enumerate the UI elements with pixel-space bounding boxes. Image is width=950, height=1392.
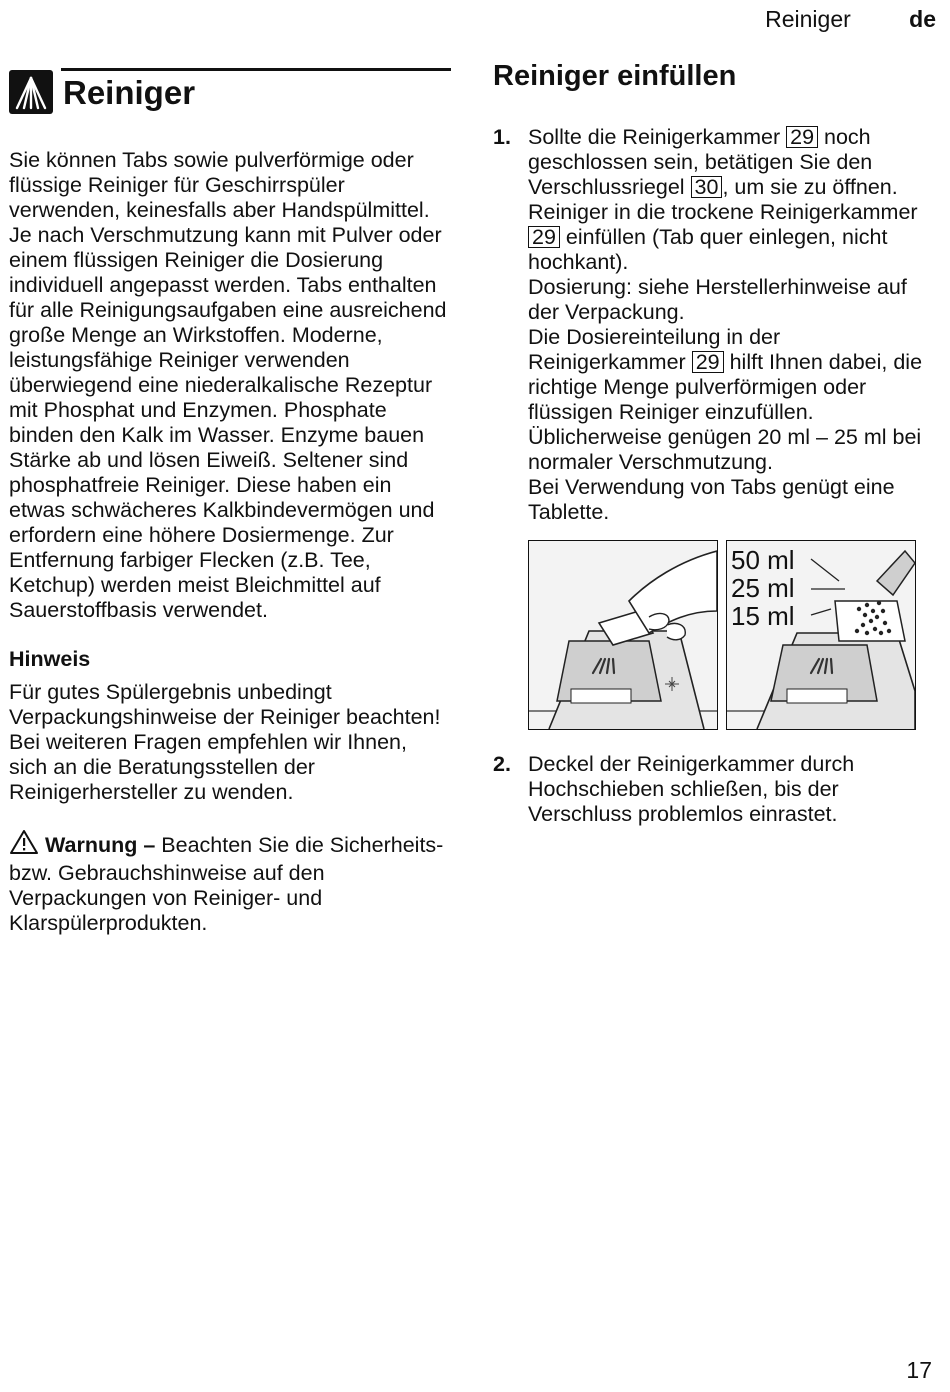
illustrations (528, 540, 933, 730)
ref-29: 29 (528, 226, 560, 248)
detergent-icon (9, 70, 53, 114)
warning-icon (9, 829, 39, 861)
warning-block (9, 829, 451, 936)
scale-label-25: 25 ml (731, 573, 795, 603)
step-1 (493, 125, 933, 525)
step-1-tab-note: Bei Verwendung von Tabs genügt eine Tablette. (528, 475, 895, 524)
note-text-2: Bei weiteren Fragen empfehlen wir Ihnen, sich an die Beratungsstellen der Reinigerhersteller zu wenden. (9, 730, 407, 804)
header-language: de (909, 6, 936, 32)
step-1-dosage-note: Dosierung: siehe Herstellerhinweise auf der Verpackung. (528, 275, 907, 324)
step-1-paragraph-1: Sollte die Reinigerkammer 29 noch geschlossen sein, betätigen Sie den Verschlussriegel 30 , um sie zu öffnen. (528, 125, 898, 199)
warning-label: Warnung – (45, 833, 156, 857)
illustration-tab-insert (528, 540, 718, 730)
ref-29: 29 (786, 126, 818, 148)
ref-30: 30 (691, 176, 723, 198)
scale-label-50: 50 ml (731, 545, 795, 575)
header-section: Reiniger (765, 6, 851, 32)
subsection-title: Reiniger einfüllen (493, 60, 737, 92)
page-number: 17 (906, 1357, 932, 1383)
step-1-amount-note: Üblicherweise genügen 20 ml – 25 ml bei normaler Verschmutzung. (528, 425, 922, 474)
right-column (493, 60, 933, 827)
heading-rule (61, 68, 451, 71)
step-2-text: Deckel der Reinigerkammer durch Hochschieben schließen, bis der Verschluss problemlos einrastet. (528, 752, 855, 826)
step-1-number: 1. (493, 125, 511, 149)
ref-29: 29 (692, 351, 724, 373)
step-1-paragraph-2: Reiniger in die trockene Reinigerkammer 29 einfüllen (Tab quer einlegen, nicht hochkant). (528, 200, 918, 274)
section-heading (9, 66, 451, 118)
step-2-number: 2. (493, 752, 511, 776)
note-heading: Hinweis (9, 647, 91, 671)
note-text-1: Für gutes Spülergebnis unbedingt Verpackungshinweise der Reiniger beachten! (9, 680, 441, 729)
running-header (765, 6, 936, 33)
step-1-paragraph-3: Die Dosiereinteilung in der Reinigerkammer 29 hilft Ihnen dabei, die richtige Menge pulverförmigen oder flüssigen Reiniger einzufüllen. (528, 325, 923, 424)
step-2 (493, 752, 933, 827)
left-column (9, 66, 451, 936)
illustration-dosing-scale (726, 540, 916, 730)
warning-text: Beachten Sie die Sicherheits- bzw. Gebrauchshinweise auf den Verpackungen von Reiniger- und Klarspülerprodukten. (9, 833, 444, 935)
intro-paragraph: Sie können Tabs sowie pulverförmige oder flüssige Reiniger für Geschirrspüler verwenden, keinesfalls aber Handspülmittel. Je nach Verschmutzung kann mit Pulver oder einem flüssigen Reiniger die Dosierung individuell angepasst werden. Tabs enthalten für alle Reinigungsaufgaben eine ausreichend große Menge an Wirkstoffen. Moderne, leistungsfähige Reiniger verwenden überwiegend eine niederalkalische Rezeptur mit Phosphat und Enzymen. Phosphate binden den Kalk im Wasser. Enzyme bauen Stärke ab und lösen Eiweiß. Seltener sind phosphatfreie Reiniger. Diese haben ein etwas schwächeres Kalkbindevermögen und erfordern eine höhere Dosiermenge. Zur Entfernung farbiger Flecken (z.B. Tee, Ketchup) werden meist Bleichmittel auf Sauerstoffbasis verwendet. (9, 148, 447, 622)
step-1-content (528, 125, 933, 525)
scale-label-15: 15 ml (731, 601, 795, 631)
page-title: Reiniger (63, 74, 196, 111)
